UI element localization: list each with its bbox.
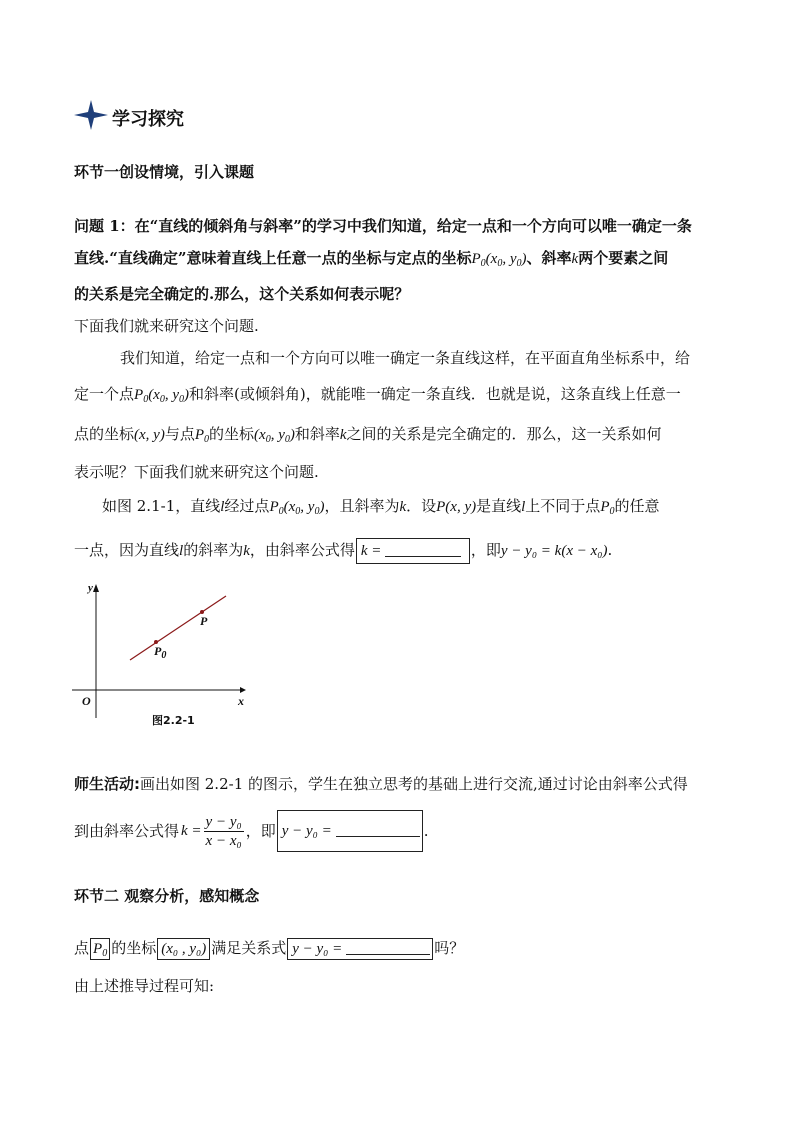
step1-heading: 环节一创设情境，引入课题 bbox=[74, 163, 255, 181]
slope-fraction: $\frac{\text{y − y₀}}{\text{x − x₀}}$ bbox=[205, 813, 242, 849]
figure-caption: 图2.2-1 bbox=[152, 714, 195, 727]
slope-answer-box[interactable]: k = bbox=[356, 538, 470, 564]
problem1-line1: 问题 1：在“直线的倾斜角与斜率”的学习中我们知道，给定一点和一个方向可以唯一确定一条 bbox=[74, 217, 692, 235]
para1-line4: 表示呢？下面我们就来研究这个问题. bbox=[74, 463, 319, 481]
para1-line3: 点的坐标(x, y)与点$P_0$的坐标($x_0$, $y_0$)和斜率k之间的关系是完全确定的．那么，这一关系如何 bbox=[74, 425, 662, 445]
para1-line2: 定一个点$P_0(x_0$, $y_0$)和斜率(或倾斜角)，就能唯一确定一条直线．也就是说，这条直线上任意一 bbox=[74, 385, 681, 405]
para2-line2: 一点，因为直线l的斜率为k，由斜率公式得 k = ，即y − y₀ = k(x − x₀). bbox=[74, 538, 612, 564]
point-p0-label: $P_0$ bbox=[154, 644, 167, 661]
conclusion: 由上述推导过程可知: bbox=[74, 977, 215, 995]
point-p0: $P_0(x_0$, $y_0$) bbox=[471, 251, 527, 269]
four-point-star-icon bbox=[74, 100, 108, 130]
para1-line1: 我们知道，给定一点和一个方向可以唯一确定一条直线这样，在平面直角坐标系中，给 bbox=[120, 349, 691, 367]
origin-label: O bbox=[82, 694, 91, 708]
section-title: 学习探究 bbox=[112, 109, 184, 130]
y-axis-arrow bbox=[93, 584, 99, 592]
question2: 点 $P_0$ 的坐标 (x₀ , y₀) 满足关系式 y − y₀ = 吗？ bbox=[74, 939, 465, 959]
coord-box: (x₀ , y₀) bbox=[157, 938, 210, 960]
point-p-label: P bbox=[200, 614, 208, 628]
para2-line1: 如图 2.1-1，直线l经过点$P_0(x_0$, $y_0$)，且斜率为k．设P(x, y)是直线l上不同于点$P_0$的任意 bbox=[102, 497, 660, 517]
x-axis-arrow bbox=[240, 687, 246, 693]
step2-heading: 环节二 观察分析，感知概念 bbox=[74, 887, 260, 905]
x-axis-label: x bbox=[238, 694, 244, 708]
line-l bbox=[130, 596, 226, 660]
activity-line1: 师生活动:画出如图 2.2-1 的图示，学生在独立思考的基础上进行交流,通过讨论由斜率公式得 bbox=[74, 775, 688, 793]
research-intro: 下面我们就来研究这个问题. bbox=[74, 317, 259, 335]
relation-answer-box[interactable]: y − y₀ = bbox=[287, 938, 433, 960]
p0-box: $P_0$ bbox=[90, 938, 110, 960]
activity-line2: 到由斜率公式得 k = $\frac{\text{y − y₀}}{\text{x − x₀}}$ ，即 y − y₀ = . bbox=[74, 808, 429, 854]
point-slope-answer-box[interactable]: y − y₀ = bbox=[277, 810, 423, 852]
problem1-line3: 的关系是完全确定的.那么，这个关系如何表示呢？ bbox=[74, 285, 410, 303]
y-axis-label: y bbox=[88, 582, 93, 594]
figure-2-2-1 bbox=[70, 578, 260, 728]
problem1-line2: 直线.“直线确定”意味着直线上任意一点的坐标与定点的坐标$P_0(x_0$, $y_0$)、斜率k两个要素之间 bbox=[74, 249, 669, 269]
